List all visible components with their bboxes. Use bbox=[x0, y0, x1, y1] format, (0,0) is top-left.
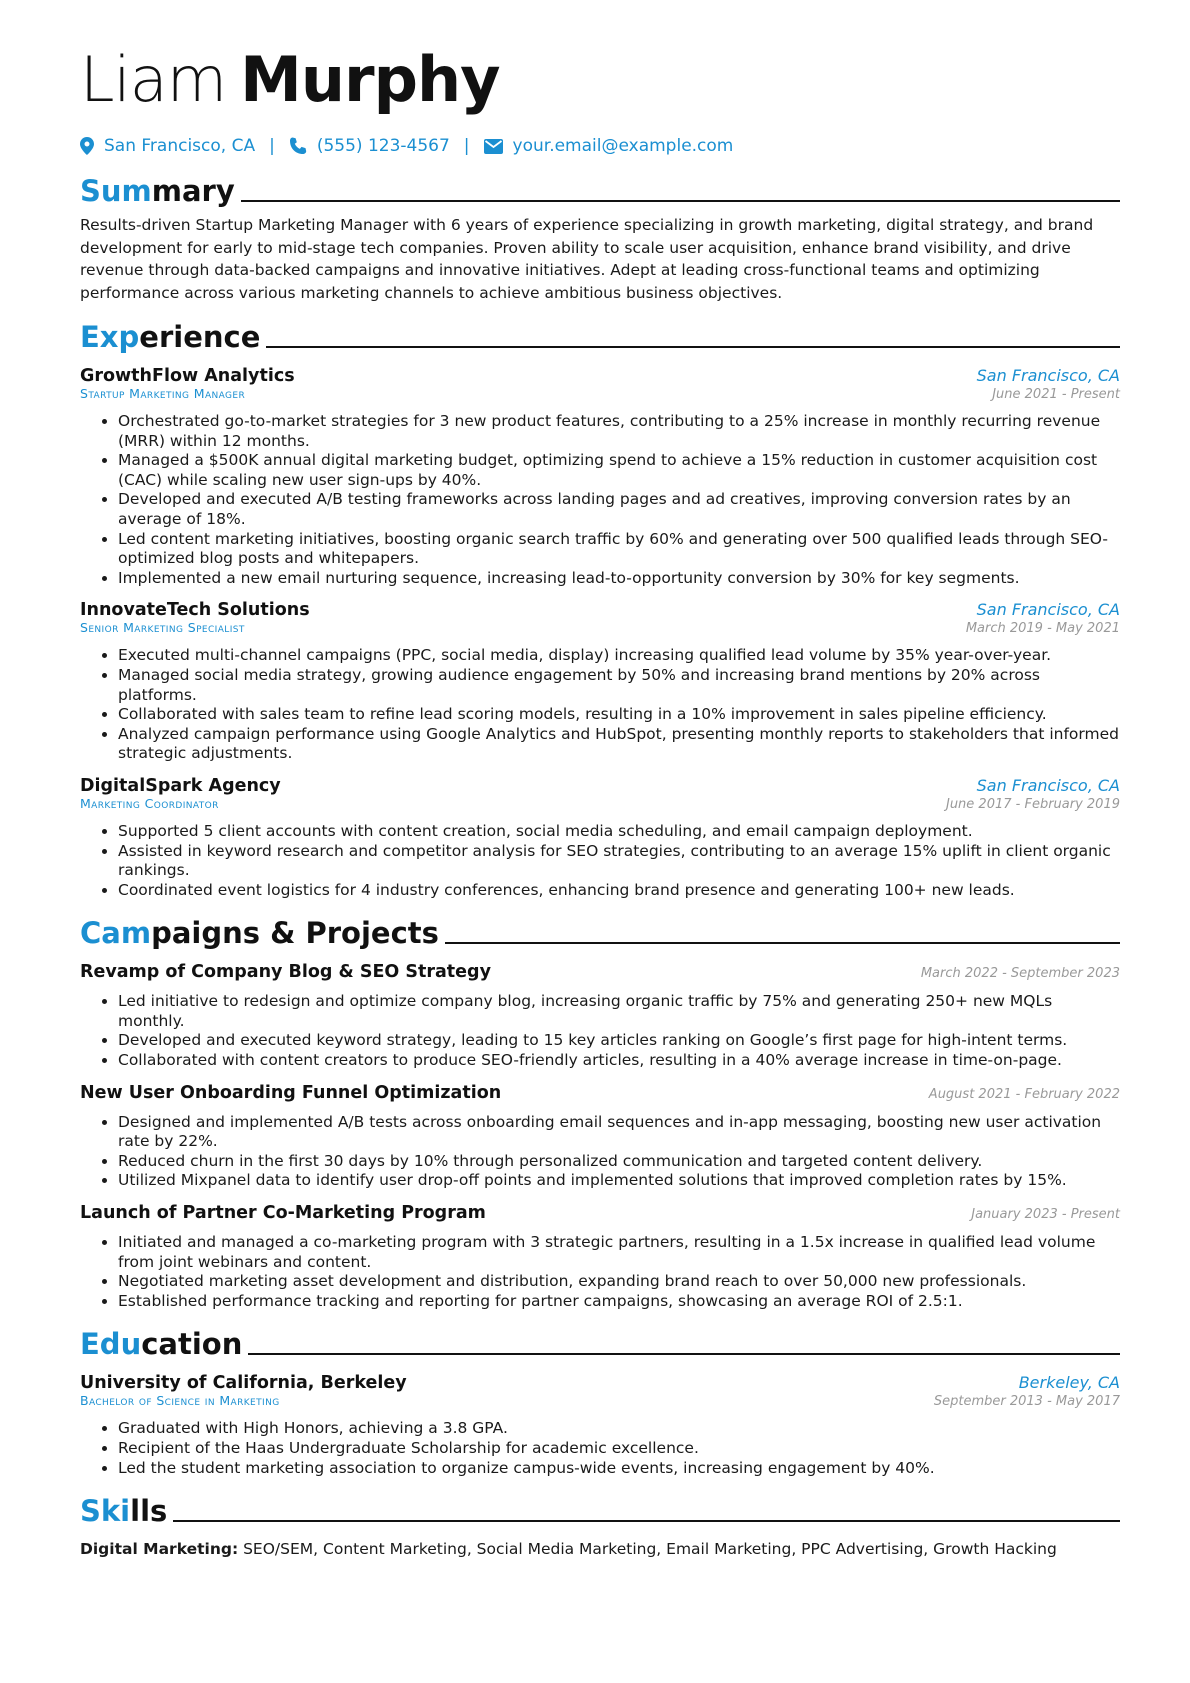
section-header bbox=[80, 1321, 1120, 1361]
project-entry bbox=[80, 1203, 1120, 1311]
bullet-item: • Utilized Mixpanel data to identify user drop-off points and implemented solutions that improved completion rates by 15%. bbox=[118, 1171, 1120, 1191]
section-title: Summary bbox=[80, 174, 235, 208]
project-bullets bbox=[80, 1233, 1120, 1311]
last-name: Murphy bbox=[240, 43, 500, 116]
bullet-item: • Reduced churn in the first 30 days by 10% through personalized communication and targeted content delivery. bbox=[118, 1152, 1120, 1172]
project-entry bbox=[80, 1083, 1120, 1191]
school-name: University of California, Berkeley bbox=[80, 1373, 407, 1394]
contact-phone[interactable] bbox=[289, 136, 450, 156]
skill-category: Digital Marketing: bbox=[80, 1540, 239, 1559]
job-dates: March 2019 - May 2021 bbox=[965, 621, 1120, 637]
skill-list: SEO/SEM, Content Marketing, Social Media Marketing, Email Marketing, PPC Advertising, Growth Hacking bbox=[243, 1540, 1057, 1559]
experience-section bbox=[80, 314, 1120, 900]
contact-location bbox=[80, 136, 255, 156]
project-bullets bbox=[80, 992, 1120, 1070]
bullet-item: • Designed and implemented A/B tests across onboarding email sequences and in-app messaging, boosting new user activation rate by 22%. bbox=[118, 1113, 1120, 1152]
contact-separator: | bbox=[463, 136, 470, 156]
section-title: Campaigns & Projects bbox=[80, 916, 439, 951]
bullet-item: • Analyzed campaign performance using Google Analytics and HubSpot, presenting monthly reports to stakeholders that informed strategic adjustments. bbox=[118, 725, 1120, 764]
bullet-item: • Managed social media strategy, growing audience engagement by 50% and increasing brand mentions by 20% across platforms. bbox=[118, 666, 1120, 705]
job-title: Startup Marketing Manager bbox=[80, 386, 246, 401]
skills-line bbox=[80, 1540, 1120, 1558]
job-dates: June 2017 - February 2019 bbox=[945, 796, 1120, 812]
bullet-item: • Collaborated with content creators to produce SEO-friendly articles, resulting in a 40% average increase in time-on-page. bbox=[118, 1051, 1120, 1071]
bullet-item: • Established performance tracking and reporting for partner campaigns, showcasing an average ROI of 2.5:1. bbox=[118, 1292, 1120, 1312]
bullet-item: • Graduated with High Honors, achieving a 3.8 GPA. bbox=[118, 1419, 1120, 1439]
job-bullets bbox=[80, 646, 1120, 764]
phone-text: (555) 123-4567 bbox=[316, 136, 450, 156]
candidate-name bbox=[80, 40, 1120, 120]
project-name: New User Onboarding Funnel Optimization bbox=[80, 1082, 502, 1103]
job-location: San Francisco, CA bbox=[976, 600, 1120, 620]
job-entry bbox=[80, 776, 1120, 900]
company-name: InnovateTech Solutions bbox=[80, 600, 310, 621]
section-divider bbox=[173, 1520, 1120, 1522]
job-title: Senior Marketing Specialist bbox=[80, 620, 245, 636]
bullet-item: • Led content marketing initiatives, boosting organic search traffic by 60% and generating over 500 qualified leads through SEO-optimized blog posts and whitepapers. bbox=[118, 530, 1120, 569]
degree: Bachelor of Science in Marketing bbox=[80, 1393, 280, 1409]
job-title: Marketing Coordinator bbox=[80, 795, 219, 811]
contact-separator: | bbox=[269, 136, 275, 156]
section-divider bbox=[241, 200, 1120, 202]
section-header bbox=[80, 910, 1120, 950]
education-section bbox=[80, 1321, 1120, 1478]
bullet-item: • Coordinated event logistics for 4 industry conferences, enhancing brand presence and generating 100+ new leads. bbox=[118, 881, 1120, 901]
section-header bbox=[80, 168, 1120, 208]
education-bullets bbox=[80, 1419, 1120, 1478]
bullet-item: • Managed a $500K annual digital marketing budget, optimizing spend to achieve a 15% reduction in customer acquisition cost (CAC) while scaling new user sign-ups by 40%. bbox=[118, 451, 1120, 490]
company-name: DigitalSpark Agency bbox=[80, 775, 281, 796]
contact-bar bbox=[80, 134, 1120, 158]
project-name: Revamp of Company Blog & SEO Strategy bbox=[80, 962, 491, 983]
bullet-item: • Negotiated marketing asset development and distribution, expanding brand reach to over 50,000 new professionals. bbox=[118, 1272, 1120, 1292]
project-bullets bbox=[80, 1113, 1120, 1191]
project-dates: January 2023 - Present bbox=[971, 1207, 1120, 1223]
education-dates: September 2013 - May 2017 bbox=[933, 1394, 1120, 1410]
bullet-item: • Implemented a new email nurturing sequence, increasing lead-to-opportunity conversion by 30% for key segments. bbox=[118, 569, 1120, 589]
bullet-item: • Supported 5 client accounts with content creation, social media scheduling, and email campaign deployment. bbox=[118, 822, 1120, 842]
first-name: Liam bbox=[80, 43, 227, 116]
job-location: San Francisco, CA bbox=[976, 366, 1120, 385]
section-title: Skills bbox=[80, 1494, 168, 1529]
envelope-icon bbox=[484, 139, 503, 154]
job-location: San Francisco, CA bbox=[976, 775, 1120, 795]
bullet-item: • Collaborated with sales team to refine lead scoring models, resulting in a 10% improvement in sales pipeline efficiency. bbox=[118, 705, 1120, 725]
bullet-item: • Initiated and managed a co-marketing program with 3 strategic partners, resulting in a 1.5x increase in qualified lead volume from joint webinars and content. bbox=[118, 1233, 1120, 1272]
bullet-item: • Executed multi-channel campaigns (PPC, social media, display) increasing qualified lead volume by 35% year-over-year. bbox=[118, 646, 1120, 666]
bullet-item: • Developed and executed A/B testing frameworks across landing pages and ad creatives, improving conversion rates by an average of 18%. bbox=[118, 490, 1120, 529]
contact-email[interactable] bbox=[484, 136, 734, 156]
bullet-item: • Led the student marketing association to organize campus-wide events, increasing engagement by 40%. bbox=[118, 1459, 1120, 1479]
project-entry bbox=[80, 962, 1120, 1070]
school-location: Berkeley, CA bbox=[1018, 1373, 1120, 1393]
job-bullets bbox=[80, 412, 1120, 588]
section-divider bbox=[445, 942, 1120, 944]
skills-section bbox=[80, 1488, 1120, 1558]
map-pin-icon bbox=[80, 137, 94, 155]
project-dates: August 2021 - February 2022 bbox=[928, 1086, 1120, 1102]
projects-section bbox=[80, 910, 1120, 1311]
bullet-item: • Recipient of the Haas Undergraduate Scholarship for academic excellence. bbox=[118, 1439, 1120, 1459]
section-divider bbox=[266, 346, 1120, 348]
section-title: Education bbox=[80, 1327, 243, 1362]
section-header bbox=[80, 314, 1120, 354]
job-entry bbox=[80, 600, 1120, 764]
bullet-item: • Led initiative to redesign and optimize company blog, increasing organic traffic by 75% and generating 250+ new MQLs monthly. bbox=[118, 992, 1120, 1031]
education-entry bbox=[80, 1373, 1120, 1478]
email-text: your.email@example.com bbox=[512, 136, 734, 156]
bullet-item: • Orchestrated go-to-market strategies for 3 new product features, contributing to a 25% increase in monthly recurring revenue (MRR) within 12 months. bbox=[118, 412, 1120, 451]
job-dates: June 2021 - Present bbox=[992, 387, 1120, 402]
company-name: GrowthFlow Analytics bbox=[80, 366, 295, 386]
section-title: Experience bbox=[80, 320, 261, 354]
project-dates: March 2022 - September 2023 bbox=[920, 966, 1120, 982]
project-name: Launch of Partner Co-Marketing Program bbox=[80, 1203, 486, 1224]
location-text: San Francisco, CA bbox=[104, 136, 256, 156]
phone-icon bbox=[289, 137, 307, 155]
bullet-item: • Developed and executed keyword strategy, leading to 15 key articles ranking on Google’s first page for high-intent terms. bbox=[118, 1031, 1120, 1051]
job-bullets bbox=[80, 822, 1120, 900]
section-divider bbox=[248, 1353, 1120, 1355]
summary-section bbox=[80, 168, 1120, 304]
summary-text: Results-driven Startup Marketing Manager with 6 years of experience specializing in growth marketing, digital strategy, and brand development for early to mid-stage tech companies. Proven ability to scale user acquisition, enhance brand visibility, and drive revenue through data-backed campaigns and innovative initiatives. Adept at leading cross-functional teams and optimizing performance across various marketing channels to achieve ambitious business objectives. bbox=[80, 216, 1094, 302]
bullet-item: • Assisted in keyword research and competitor analysis for SEO strategies, contributing to an average 15% uplift in client organic rankings. bbox=[118, 842, 1120, 881]
job-entry bbox=[80, 366, 1120, 588]
section-header bbox=[80, 1488, 1120, 1528]
